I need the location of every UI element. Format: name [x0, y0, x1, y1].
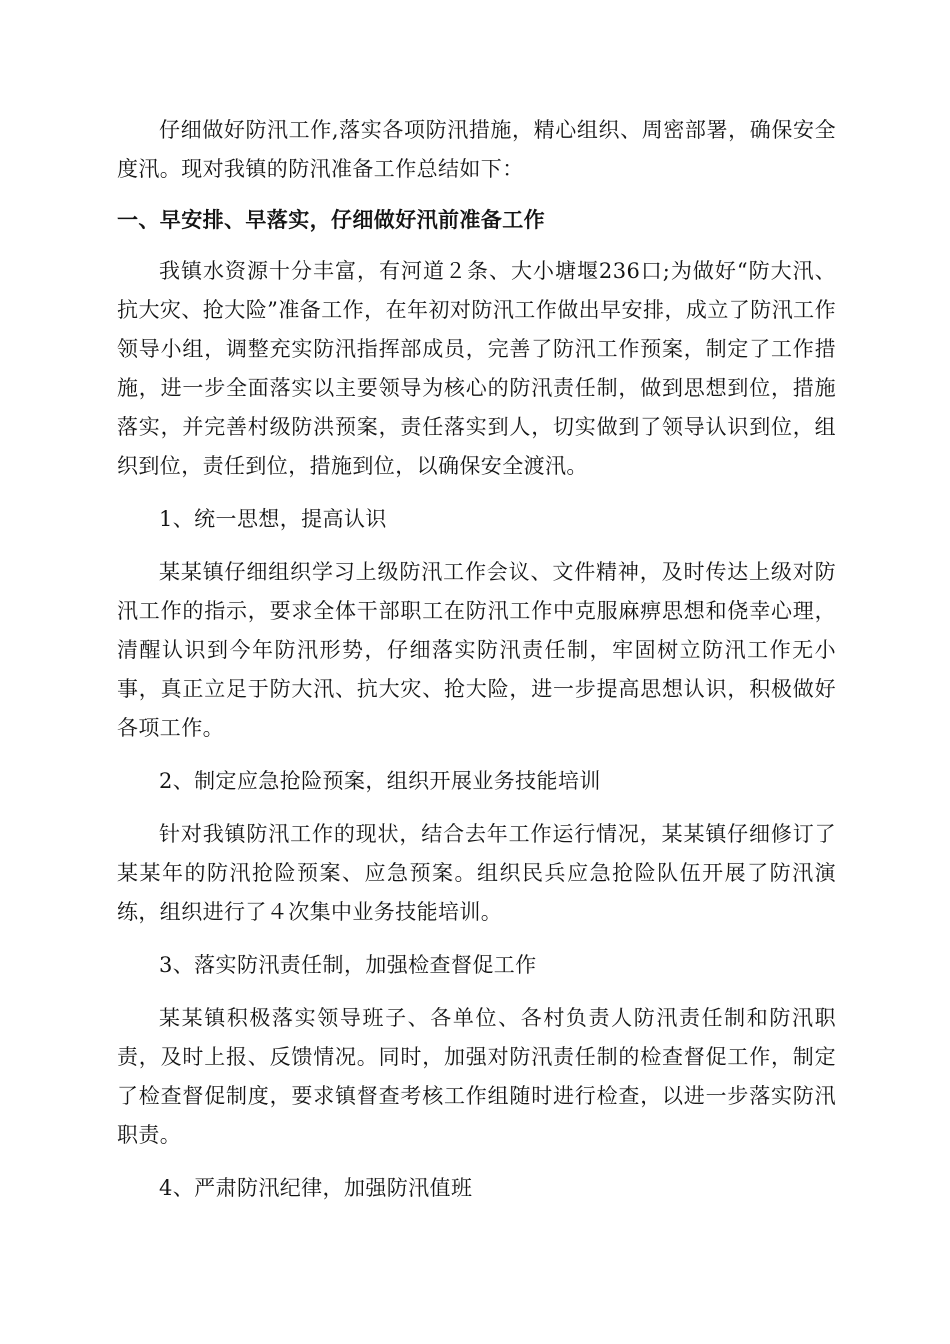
subsection-heading: 1、统一思想，提高认识: [159, 507, 387, 531]
section-heading: 一、早安排、早落实，仔细做好汛前准备工作: [117, 208, 545, 232]
intro-paragraph: 仔细做好防汛工作,落实各项防汛措施，精心组织、周密部署，确保安全度汛。现对我镇的防汛准备工作总结如下：: [117, 118, 836, 181]
subsection-paragraph: 针对我镇防汛工作的现状，结合去年工作运行情况，某某镇仔细修订了某某年的防汛抢险预案、应急预案。组织民兵应急抢险队伍开展了防汛演练，组织进行了４次集中业务技能培训。: [117, 822, 836, 924]
subsection-heading: 3、落实防汛责任制，加强检查督促工作: [159, 953, 537, 977]
subsection-heading: 2、制定应急抢险预案，组织开展业务技能培训: [159, 769, 601, 793]
subsection-paragraph: 某某镇仔细组织学习上级防汛工作会议、文件精神，及时传达上级对防汛工作的指示，要求全体干部职工在防汛工作中克服麻痹思想和侥幸心理，清醒认识到今年防汛形势，仔细落实防汛责任制，牢固树立防汛工作无小事，真正立足于防大汛、抗大灾、抢大险，进一步提高思想认识，积极做好各项工作。: [117, 560, 836, 740]
document-body: [117, 111, 836, 1222]
section-paragraph: 我镇水资源十分丰富，有河道２条、大小塘堰236口;为做好“防大汛、抗大灾、抢大险”准备工作，在年初对防汛工作做出早安排，成立了防汛工作领导小组，调整充实防汛指挥部成员，完善了防汛工作预案，制定了工作措施，进一步全面落实以主要领导为核心的防汛责任制，做到思想到位，措施落实，并完善村级防洪预案，责任落实到人，切实做到了领导认识到位，组织到位，责任到位，措施到位，以确保安全渡汛。: [117, 259, 836, 478]
subsection-paragraph: 某某镇积极落实领导班子、各单位、各村负责人防汛责任制和防汛职责，及时上报、反馈情况。同时，加强对防汛责任制的检查督促工作，制定了检查督促制度，要求镇督查考核工作组随时进行检查，以进一步落实防汛职责。: [117, 1006, 836, 1147]
subsection-heading: 4、严肃防汛纪律，加强防汛值班: [159, 1176, 473, 1200]
